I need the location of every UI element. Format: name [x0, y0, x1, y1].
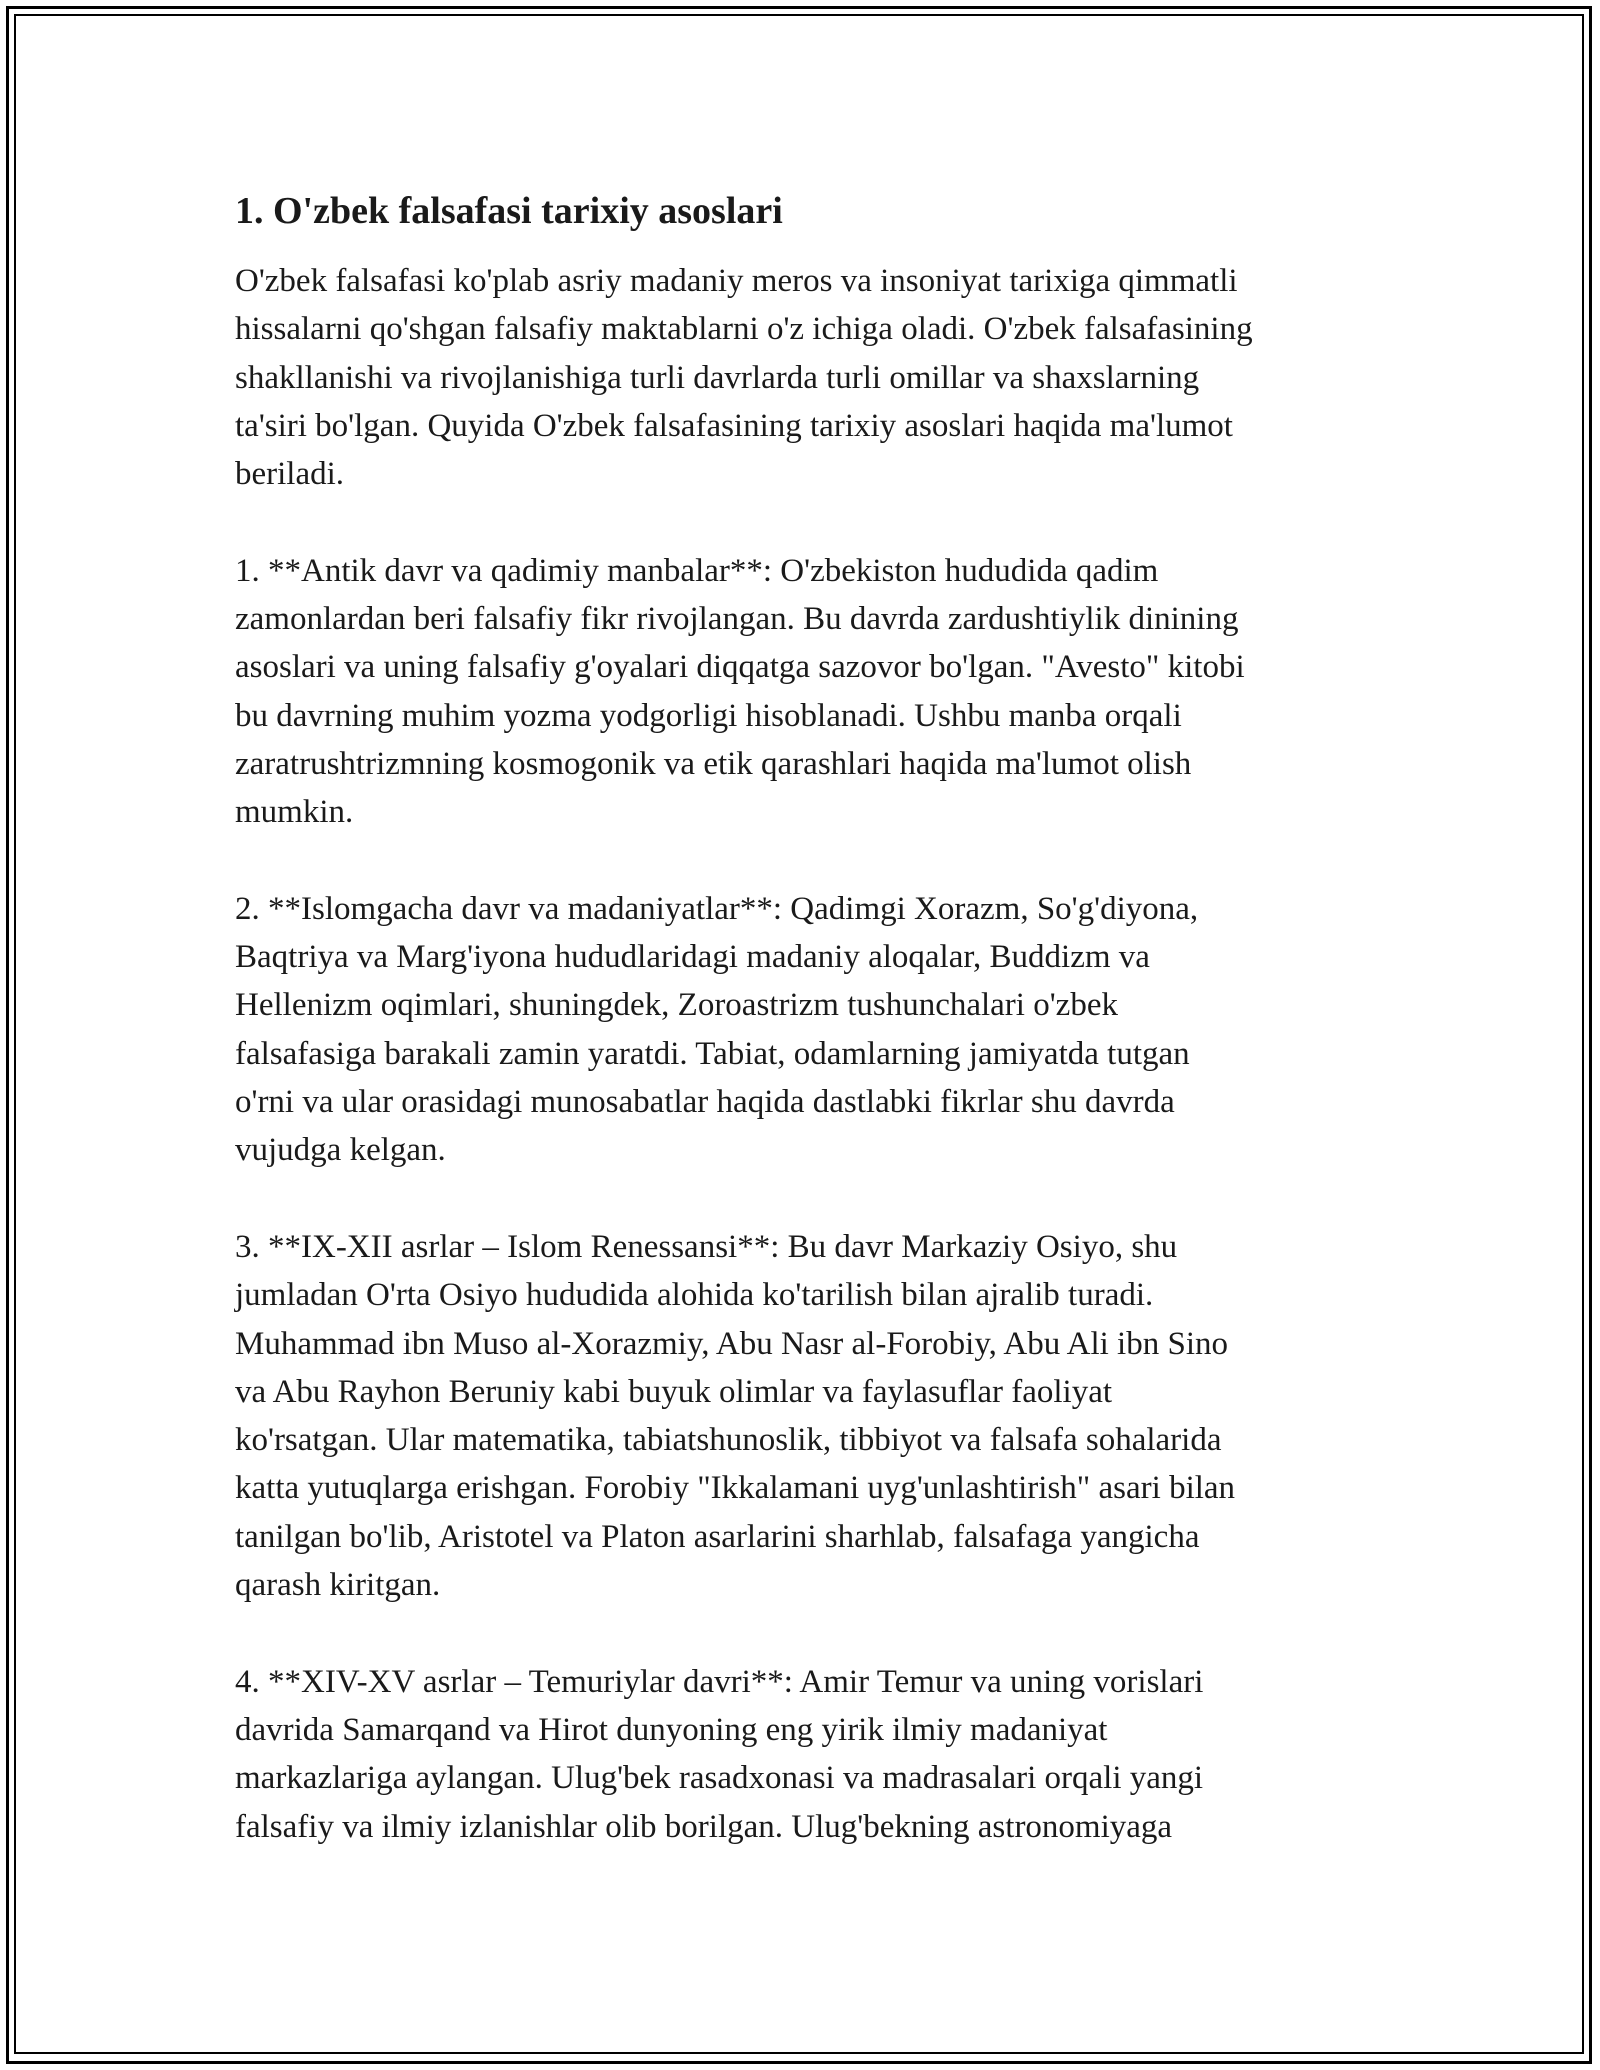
text-line: shakllanishi va rivojlanishiga turli davrlarda turli omillar va shaxslarning: [235, 359, 1200, 396]
text-line: 4. **XIV-XV asrlar – Temuriylar davri**: Amir Temur va uning vorislari: [235, 1663, 1204, 1700]
text-line: falsafiy va ilmiy izlanishlar olib borilgan. Ulug'bekning astronomiyaga: [235, 1808, 1173, 1845]
document-body: [235, 185, 1395, 1899]
paragraph-5: [235, 1658, 1395, 1851]
text-line: asoslari va uning falsafiy g'oyalari diqqatga sazovor bo'lgan. "Avesto" kitobi: [235, 649, 1245, 686]
text-line: tanilgan bo'lib, Aristotel va Platon asarlarini sharhlab, falsafaga yangicha: [235, 1518, 1200, 1555]
text-line: vujudga kelgan.: [235, 1132, 446, 1169]
paragraph-list: [235, 257, 1395, 1851]
text-line: falsafasiga barakali zamin yaratdi. Tabiat, odamlarning jamiyatda tutgan: [235, 1035, 1190, 1072]
text-line: bu davrning muhim yozma yodgorligi hisoblanadi. Ushbu manba orqali: [235, 697, 1182, 734]
text-line: Muhammad ibn Muso al-Xorazmiy, Abu Nasr al-Forobiy, Abu Ali ibn Sino: [235, 1325, 1228, 1362]
text-line: zamonlardan beri falsafiy fikr rivojlangan. Bu davrda zardushtiylik dinining: [235, 601, 1239, 638]
text-line: O'zbek falsafasi ko'plab asriy madaniy meros va insoniyat tarixiga qimmatli: [235, 263, 1238, 299]
text-line: Baqtriya va Marg'iyona hududlaridagi madaniy aloqalar, Buddizm va: [235, 939, 1150, 976]
text-line: ko'rsatgan. Ular matematika, tabiatshunoslik, tibbiyot va falsafa sohalarida: [235, 1422, 1222, 1459]
text-line: hissalarni qo'shgan falsafiy maktablarni o'z ichiga oladi. O'zbek falsafasining: [235, 311, 1253, 348]
paragraph-2: [235, 547, 1395, 837]
text-line: 3. **IX-XII asrlar – Islom Renessansi**: Bu davr Markaziy Osiyo, shu: [235, 1228, 1178, 1265]
paragraph-4: [235, 1223, 1395, 1609]
text-line: va Abu Rayhon Beruniy kabi buyuk olimlar va faylasuflar faoliyat: [235, 1373, 1113, 1410]
paragraph-3: [235, 885, 1395, 1175]
text-line: 1. **Antik davr va qadimiy manbalar**: O'zbekiston hududida qadim: [235, 552, 1159, 589]
text-line: markazlariga aylangan. Ulug'bek rasadxonasi va madrasalari orqali yangi: [235, 1760, 1204, 1797]
text-line: ta'siri bo'lgan. Quyida O'zbek falsafasining tarixiy asoslari haqida ma'lumot: [235, 407, 1233, 444]
text-line: zaratrushtrizmning kosmogonik va etik qarashlari haqida ma'lumot olish: [235, 745, 1192, 782]
text-line: jumladan O'rta Osiyo hududida alohida ko'tarilish bilan ajralib turadi.: [235, 1277, 1154, 1314]
text-line: katta yutuqlarga erishgan. Forobiy "Ikkalamani uyg'unlashtirish" asari bilan: [235, 1470, 1236, 1507]
paragraph-1: [235, 257, 1395, 498]
text-line: o'rni va ular orasidagi munosabatlar haqida dastlabki fikrlar shu davrda: [235, 1084, 1175, 1121]
text-line: 2. **Islomgacha davr va madaniyatlar**: Qadimgi Xorazm, So'g'diyona,: [235, 890, 1199, 927]
text-line: davrida Samarqand va Hirot dunyoning eng yirik ilmiy madaniyat: [235, 1711, 1108, 1748]
text-line: beriladi.: [235, 456, 345, 493]
page-title: 1. O'zbek falsafasi tarixiy asoslari: [235, 190, 783, 232]
text-line: Hellenizm oqimlari, shuningdek, Zoroastrizm tushunchalari o'zbek: [235, 987, 1118, 1024]
text-line: qarash kiritgan.: [235, 1567, 441, 1604]
text-line: mumkin.: [235, 794, 354, 831]
